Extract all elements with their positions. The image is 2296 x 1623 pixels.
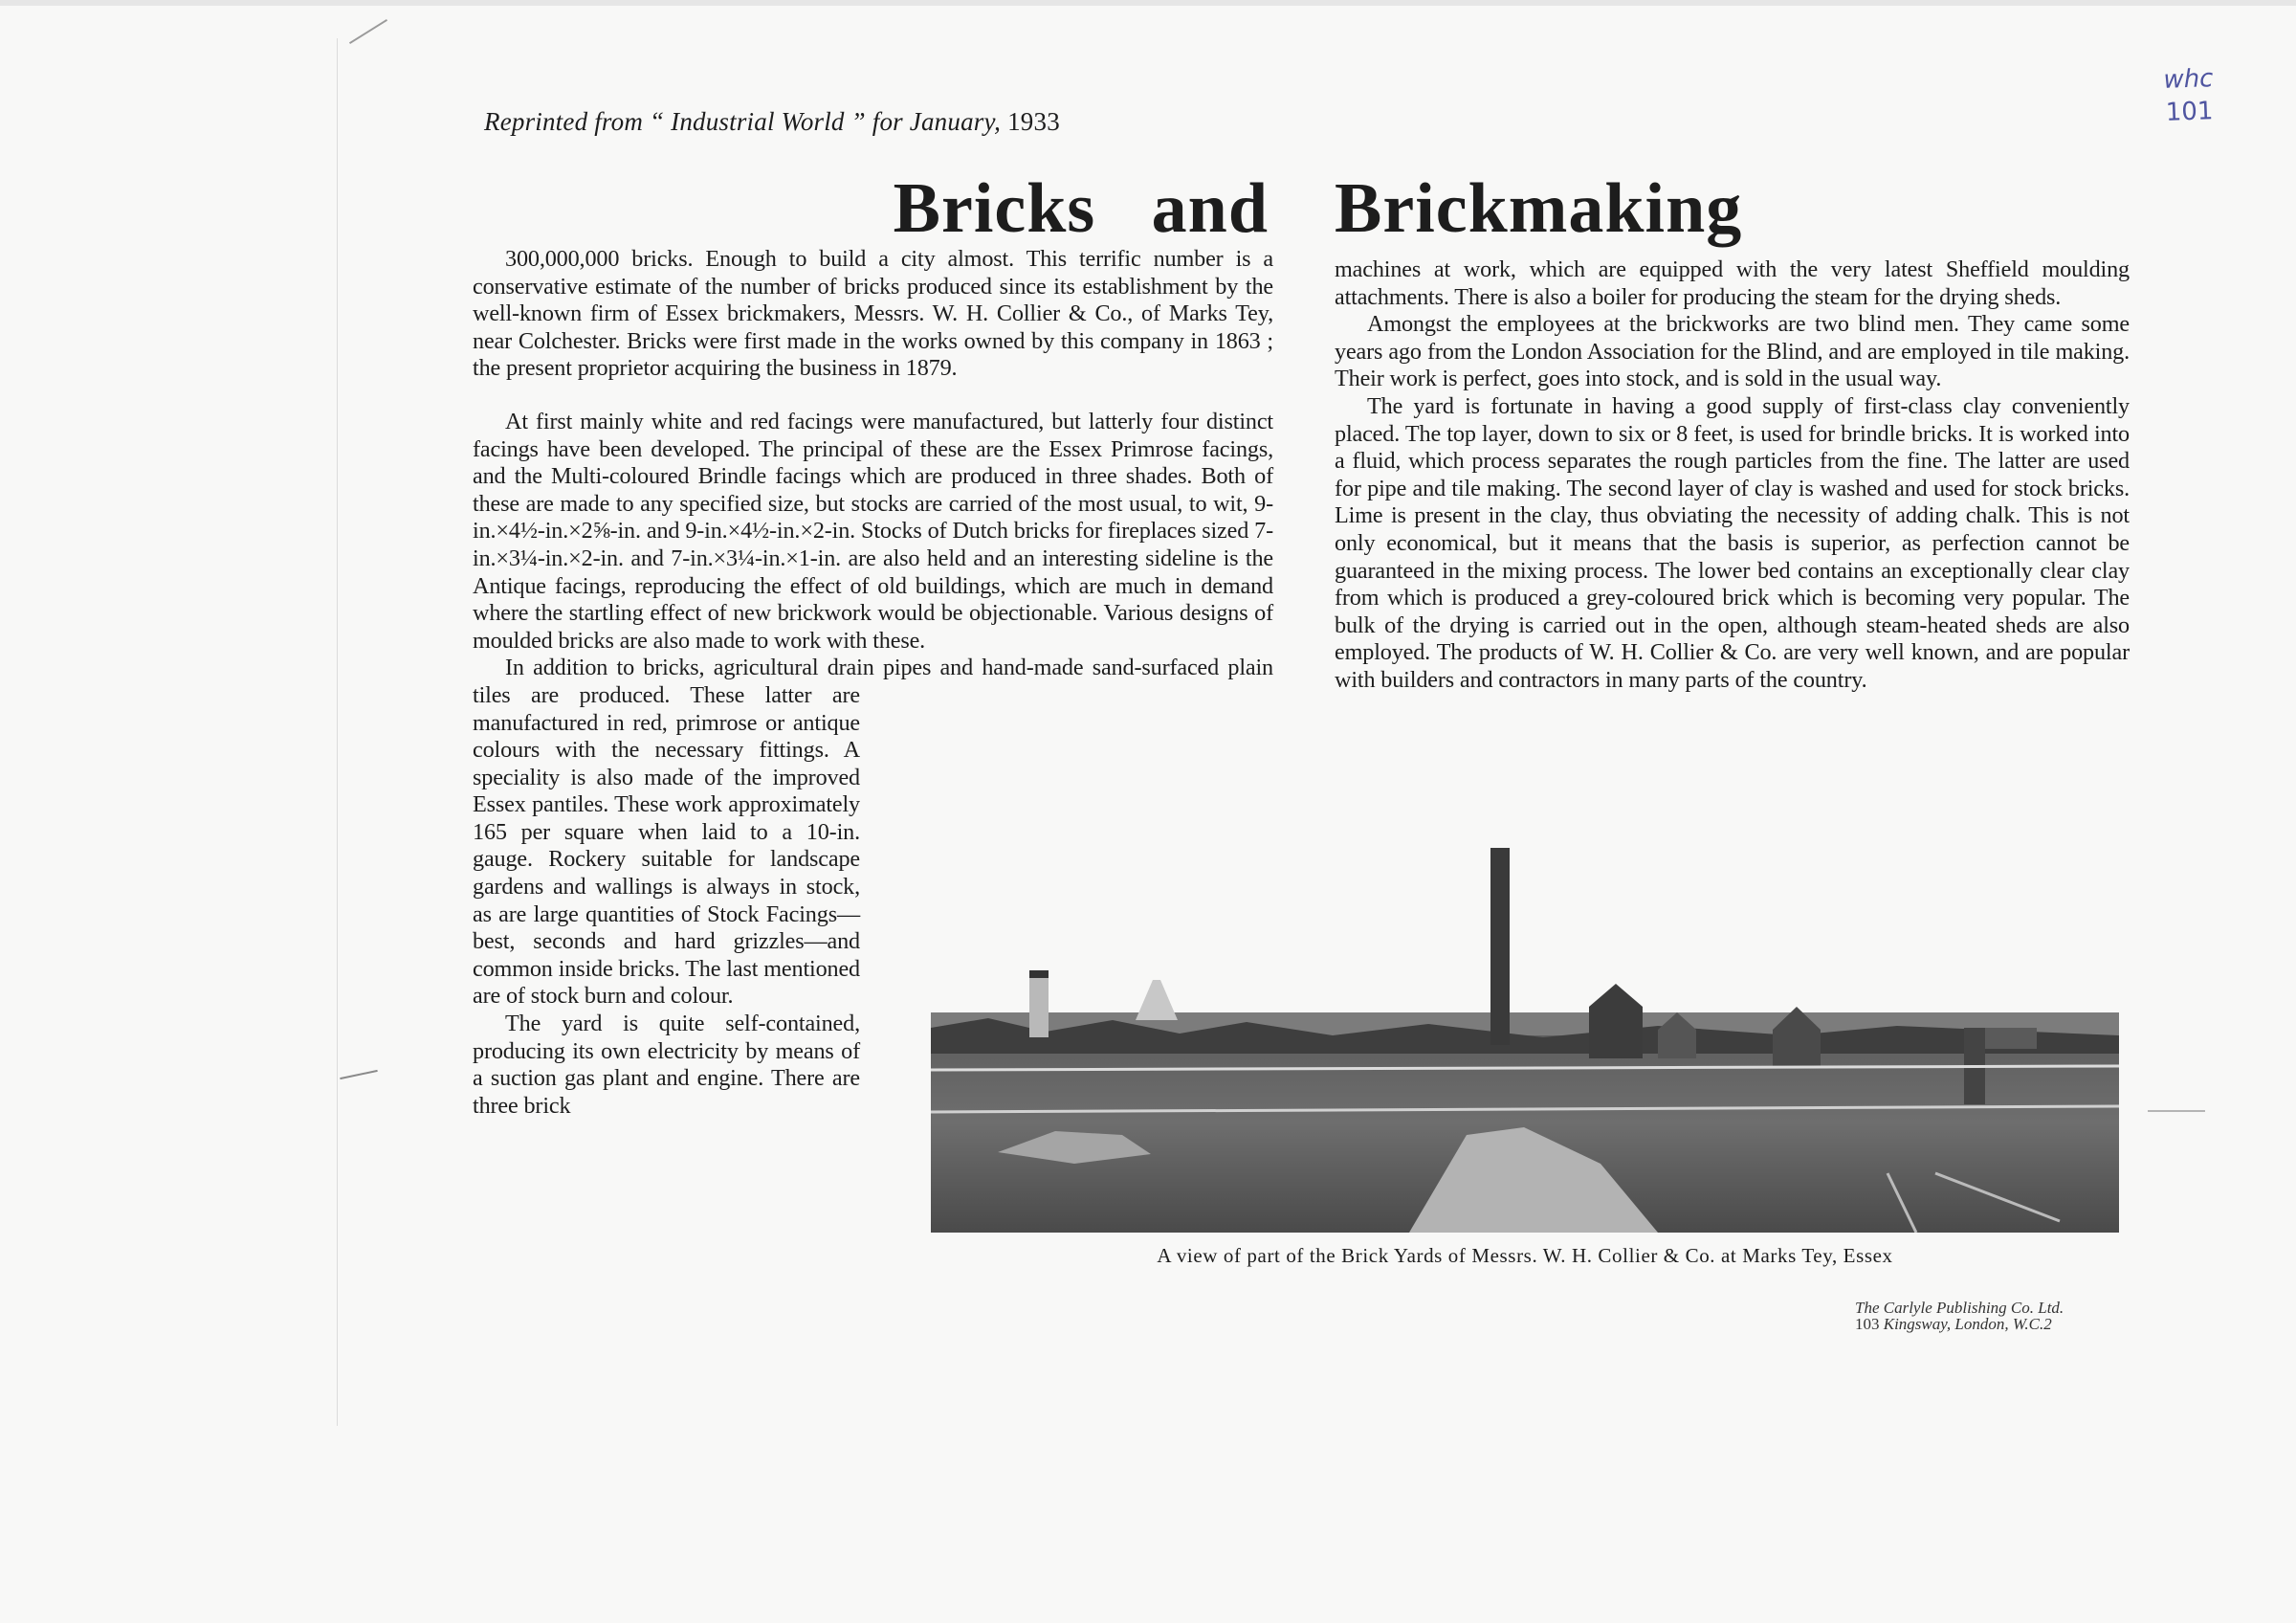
scan-top-edge <box>0 0 2296 6</box>
paragraph: The yard is fortunate in having a good supply of first-class clay conveniently placed. The top layer, down to six or 8 feet, is used for brindle bricks. It is worked into a fluid, which process separates the rough particles from the fine. The latter are used for pipe and tile making. The second layer of clay is washed and used for stock bricks. Lime is present in the clay, thus obviating the necessity of adding chalk. This is not only economical, but it means that the basis is superior, as perfection cannot be guaranteed in the mixing process. The lower bed contains an exceptionally clear clay from which is produced a grey-coloured brick which is becoming very popular. The bulk of the drying is carried out in the open, although steam-heated sheds are also employed. The products of W. H. Collier & Co. are very well known, and are popular with builders and contractors in many parts of the country. <box>1335 392 2130 693</box>
article-title-part1: Bricks and <box>893 169 1269 248</box>
tall-chimney <box>1490 848 1510 1045</box>
paragraph: At first mainly white and red facings were manufactured, but latterly four distinct facings have been developed. The principal of these are the Essex Primrose facings, and the Multi-coloured Brindle facings which are produced in three shades. Both of these are made to any specified size, but stocks are carried of the most usual, to wit, 9-in.×4½-in.×2⅝-in. and 9-in.×4½-in.×2-in. Stocks of Dutch bricks for fireplaces sized 7-in.×3¼-in.×2-in. and 7-in.×3¼-in.×1-in. are also held and an interesting sideline is the Antique facings, reproducing the effect of old buildings, which are much in demand where the startling effect of new brickwork would be objectionable. Various designs of moulded bricks are also made to work with these. <box>473 408 1273 654</box>
pencil-mark <box>2148 1110 2205 1112</box>
publisher-name: The Carlyle Publishing Co. Ltd. <box>1855 1299 2064 1317</box>
pencil-mark <box>340 1070 378 1079</box>
reprint-header <box>484 107 1060 137</box>
publisher-imprint <box>1855 1300 2064 1332</box>
publisher-address: Kingsway, London, W.C.2 <box>1883 1315 2052 1333</box>
right-column <box>1335 256 2130 695</box>
page-edge-line <box>337 38 338 1426</box>
pencil-mark <box>349 19 387 44</box>
drying-tower <box>1589 984 1643 1058</box>
publisher-address-number: 103 <box>1855 1315 1880 1333</box>
paragraph: 300,000,000 bricks. Enough to build a city almost. This terrific number is a conservative estimate of the number of bricks produced since its establishment by the well-known firm of Essex brickmakers, Messrs. W. H. Collier & Co., of Marks Tey, near Colchester. Bricks were first made in the works owned by this company in 1863 ; the present proprietor acquiring the business in 1879. <box>473 246 1273 382</box>
kiln-chimney-top <box>1029 970 1049 978</box>
paragraph: The yard is quite self-contained, producing its own electricity by means of a suction gas plant and engine. There are three brick <box>473 1011 860 1119</box>
reprint-year: 1933 <box>1007 107 1060 136</box>
paragraph: machines at work, which are equipped with the very latest Sheffield moulding attachments. There is also a boiler for producing the steam for the drying sheds. <box>1335 256 2130 310</box>
building <box>1985 1028 2037 1049</box>
article-title-part2: Brickmaking <box>1335 169 1743 248</box>
bottle-kiln <box>1136 980 1178 1020</box>
handwritten-line: 101 <box>2165 97 2214 127</box>
brickyard-photo <box>931 848 2119 1233</box>
paragraph: In addition to bricks, agricultural drain pipes and hand-made sand-surfaced plain tiles are produced. These latter are manufactured in red, primrose or antique colours with the necessary fittings. A speciality is also made of the improved Essex pantiles. These work approximately 165 per square when laid to a 10-in. gauge. Rockery suitable for landscape gardens and wallings is always in stock, as are large quantities of Stock Facings—best, seconds and hard grizzles—and common inside bricks. The last mentioned are of stock burn and colour. <box>473 655 1273 1010</box>
paragraph: Amongst the employees at the brickworks are two blind men. They came some years ago from the London Association for the Blind, and are employed in tile making. Their work is perfect, goes into stock, and is sold in the usual way. <box>1335 311 2130 392</box>
reprint-source: Reprinted from “ Industrial World ” for January, <box>484 107 1002 136</box>
photo-caption: A view of part of the Brick Yards of Messrs. W. H. Collier & Co. at Marks Tey, Essex <box>1157 1244 1893 1267</box>
handwritten-line: whc <box>2162 64 2214 95</box>
kiln-chimney <box>1029 970 1049 1037</box>
handwritten-note <box>2163 62 2215 129</box>
